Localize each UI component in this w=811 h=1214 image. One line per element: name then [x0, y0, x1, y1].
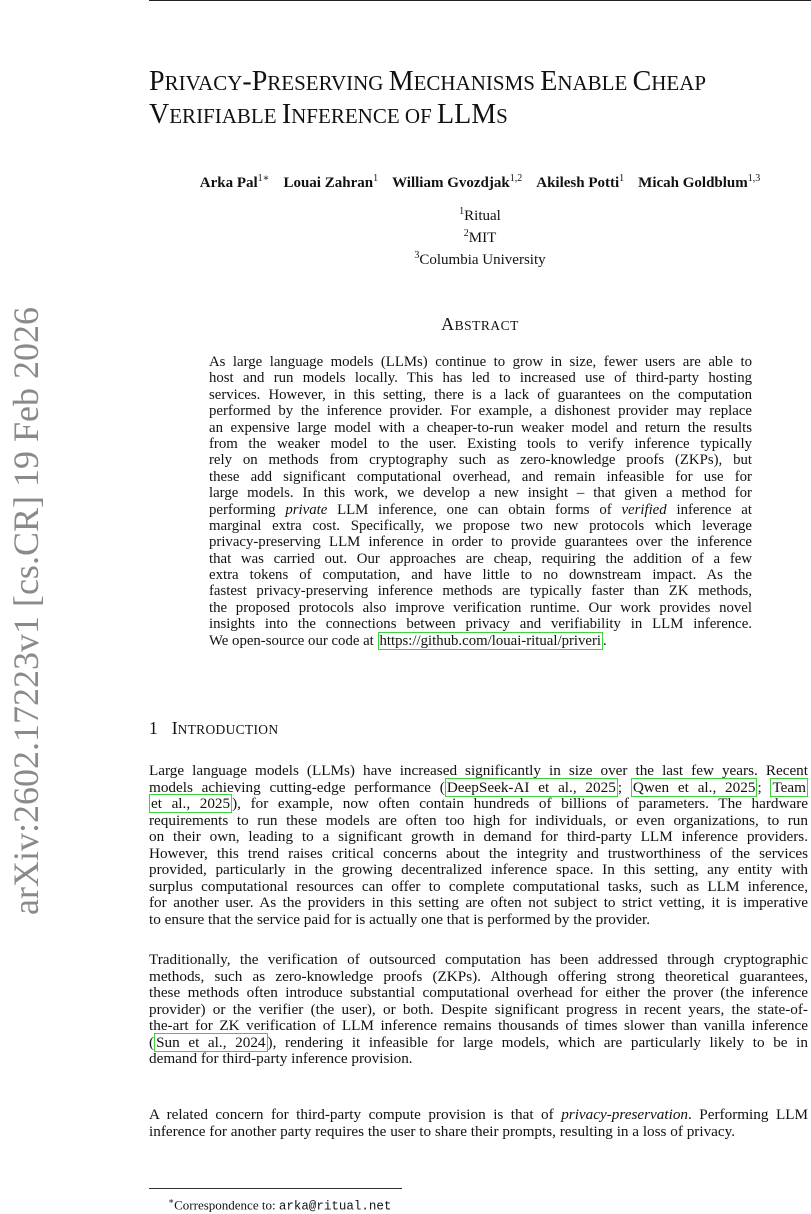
section-title-initial: I	[171, 718, 178, 738]
title-line-2	[149, 99, 811, 132]
paragraph-line: Traditionally, the verification of outsourced computation has been addressed through cryptographic	[149, 951, 808, 968]
abstract-line: performed by the inference provider. For example, a dishonest provider may replace	[209, 403, 752, 420]
intro-paragraph-2	[149, 952, 808, 1068]
footnote-rule	[149, 1188, 402, 1189]
affiliation-name: Ritual	[464, 208, 501, 224]
paragraph-line: on their own, leading to a significant growth in demand for third-party LLM inference providers.	[149, 828, 808, 845]
author-name: William Gvozdjak	[392, 175, 510, 191]
section-heading-introduction	[149, 718, 278, 739]
author	[283, 175, 378, 191]
author-name: Akilesh Potti	[536, 175, 620, 191]
abstract-line: host and run models locally. This has led to increased use of third-party hosting	[209, 370, 752, 387]
affiliation-mark: 3	[414, 250, 420, 261]
title-fragment: I	[281, 99, 292, 130]
citation-link[interactable]: Sun et al., 2024	[156, 1033, 266, 1051]
abstract-line: rely on methods from cryptography such as zero-knowledge proofs (ZKPs), but	[209, 452, 752, 469]
footnote-text: Correspondence to:	[174, 1197, 279, 1213]
paragraph-line: these methods often introduce substantial computational overhead for either the prover (the inference	[149, 984, 808, 1001]
intro-paragraph-3	[149, 1107, 808, 1140]
author	[536, 175, 624, 191]
abstract-line: performing private LLM inference, one can obtain forms of verified inference at	[209, 501, 752, 518]
title-fragment: S	[496, 104, 508, 128]
abstract-body	[209, 354, 752, 649]
citation-link[interactable]: Qwen et al., 2025	[632, 778, 756, 796]
arxiv-identifier-stamp[interactable]: arXiv:2602.17223v1 [cs.CR] 19 Feb 2026	[6, 307, 46, 915]
footnote-email[interactable]: arka@ritual.net	[278, 1199, 392, 1214]
author-affiliation-mark: 1,3	[747, 173, 761, 184]
author-affiliation-mark: 1,2	[509, 173, 523, 184]
abstract-line: extra tokens of computation, and have little to no downstream impact. As the	[209, 567, 752, 584]
paragraph-line: A related concern for third-party compute provision is that of privacy-preservation. Performing LLM	[149, 1106, 809, 1123]
paragraph-line: to ensure that the service paid for is actually one that is performed by the provider.	[149, 910, 651, 928]
paragraph-line: However, this trend raises critical concerns about the integrity and trustworthiness of the services	[149, 844, 808, 862]
affiliation-mark: 1	[459, 206, 465, 217]
author-list	[149, 170, 811, 192]
affiliation-name: Columbia University	[419, 252, 546, 268]
affiliation-name: MIT	[468, 230, 497, 246]
title-fragment: ERIFIABLE	[169, 104, 282, 128]
abstract-line: services. However, in this setting, there is a lack of guarantees on the computation	[209, 386, 752, 403]
top-rule	[149, 0, 811, 1]
paragraph-line: requirements to run these models are often too high for individuals, or even organizations, to run	[149, 811, 808, 829]
section-title-rest: NTRODUCTION	[177, 722, 279, 737]
author	[200, 175, 270, 191]
paper-title	[149, 66, 811, 132]
author-name: Louai Zahran	[283, 175, 374, 191]
abstract-line: an expensive large model with a cheaper-to-run weaker model and return the results	[209, 419, 752, 436]
title-fragment: NFERENCE OF	[291, 104, 437, 128]
abstract-heading-initial: A	[441, 314, 455, 334]
abstract-line: from the weaker model to the user. Existing tools to verify inference typically	[209, 435, 752, 452]
paragraph-line: ( Sun et al., 2024 ), rendering it infeasible for large models, which are particularly likely to be in	[149, 1033, 808, 1051]
title-fragment: NABLE	[557, 71, 633, 95]
title-fragment: M	[388, 66, 414, 97]
abstract-line: privacy-preserving LLM inference in order to provide guarantees over the inference	[209, 534, 752, 551]
title-fragment: E	[540, 66, 558, 97]
code-repository-link[interactable]: https://github.com/louai-ritual/priveri	[379, 632, 602, 649]
abstract-line: We open-source our code at https://github.com/louai-ritual/priveri .	[209, 632, 607, 649]
affiliation	[149, 203, 811, 225]
abstract-line: fastest privacy-preserving inference methods are typically faster than ZK methods,	[209, 583, 752, 600]
author	[638, 175, 760, 191]
title-line-1	[149, 66, 811, 99]
abstract-line: insights into the connections between privacy and verifiability in LLM inference.	[209, 616, 752, 633]
title-fragment: P	[149, 66, 165, 97]
title-fragment: C	[632, 66, 652, 97]
citation-link[interactable]: DeepSeek-AI et al., 2025	[446, 778, 616, 796]
title-fragment: P	[251, 66, 268, 97]
author-affiliation-mark: 1	[619, 173, 625, 184]
paragraph-line: surplus computational resources can offer to complete computational tasks, such as LLM inference,	[149, 877, 808, 895]
paragraph-line: methods, such as zero-knowledge proofs (ZKPs). Although offering strong theoretical guarantees,	[149, 967, 808, 985]
intro-paragraph-1	[149, 763, 808, 928]
paragraph-line: demand for third-party inference provision.	[149, 1050, 413, 1067]
title-fragment: ECHANISMS	[413, 71, 541, 95]
paragraph-line: provider) or the verifier (the user), or both. Despite significant progress in recent years, the state-of-	[149, 1000, 808, 1018]
affiliation	[149, 225, 811, 247]
abstract-line: marginal extra cost. Specifically, we propose two new protocols which leverage	[209, 517, 752, 534]
abstract-line: the proposed protocols also improve verification runtime. Our work provides novel	[209, 599, 752, 616]
title-fragment: RESERVING	[267, 71, 389, 95]
paragraph-line: for another user. As the providers in this setting are often not subject to strict vetting, it is imperative	[149, 894, 808, 911]
emphasis: verified	[621, 501, 667, 518]
author-affiliation-mark: 1	[373, 173, 379, 184]
footnote-mark: ∗	[168, 1196, 175, 1206]
affiliation-list	[149, 203, 811, 269]
footnote	[168, 1193, 391, 1214]
paragraph-line: provided, particularly in the growing decentralized inference space. In this setting, any entity with	[149, 861, 808, 878]
paragraph-line: et al., 2025 ), for example, now often contain hundreds of billions of parameters. The hardware	[151, 795, 809, 812]
emphasis: private	[285, 501, 328, 518]
paragraph-line: inference for another party requires the user to share their prompts, resulting in a loss of privacy.	[149, 1122, 736, 1140]
paragraph-line: models achieving cutting-edge performance ( DeepSeek-AI et al., 2025 ; Qwen et al., 2025 ; Team	[149, 778, 806, 796]
abstract-heading	[149, 314, 811, 335]
abstract-line: these add significant computational overhead, and remain infeasible for use for	[209, 468, 752, 485]
paragraph-line: Large language models (LLMs) have increased significantly in size over the last few years. Recent	[149, 762, 808, 779]
citation-link[interactable]: Team	[772, 778, 806, 796]
author-affiliation-mark: 1∗	[257, 173, 270, 184]
abstract-line: large models. In this work, we develop a new insight – that given a method for	[209, 485, 752, 502]
affiliation-mark: 2	[463, 228, 469, 239]
title-fragment: LLM	[437, 99, 497, 130]
author	[392, 175, 522, 191]
author-name: Micah Goldblum	[638, 175, 748, 191]
title-fragment: HEAP	[651, 71, 707, 95]
emphasis: privacy-preservation	[561, 1106, 689, 1123]
title-fragment: -	[242, 66, 252, 97]
paragraph-line: the-art for ZK verification of LLM inference remains thousands of times slower than vanilla inference	[149, 1017, 808, 1034]
abstract-line: that was carried out. Our approaches are cheap, requiring the addition of a few	[209, 550, 752, 567]
abstract-line: As large language models (LLMs) continue to grow in size, fewer users are able to	[209, 354, 752, 370]
title-fragment: RIVACY	[164, 71, 243, 95]
section-number: 1	[149, 718, 158, 738]
abstract-heading-rest: BSTRACT	[454, 318, 519, 333]
affiliation	[149, 247, 811, 269]
citation-link[interactable]: et al., 2025	[151, 795, 231, 812]
title-fragment: V	[149, 99, 170, 130]
author-name: Arka Pal	[199, 175, 258, 191]
